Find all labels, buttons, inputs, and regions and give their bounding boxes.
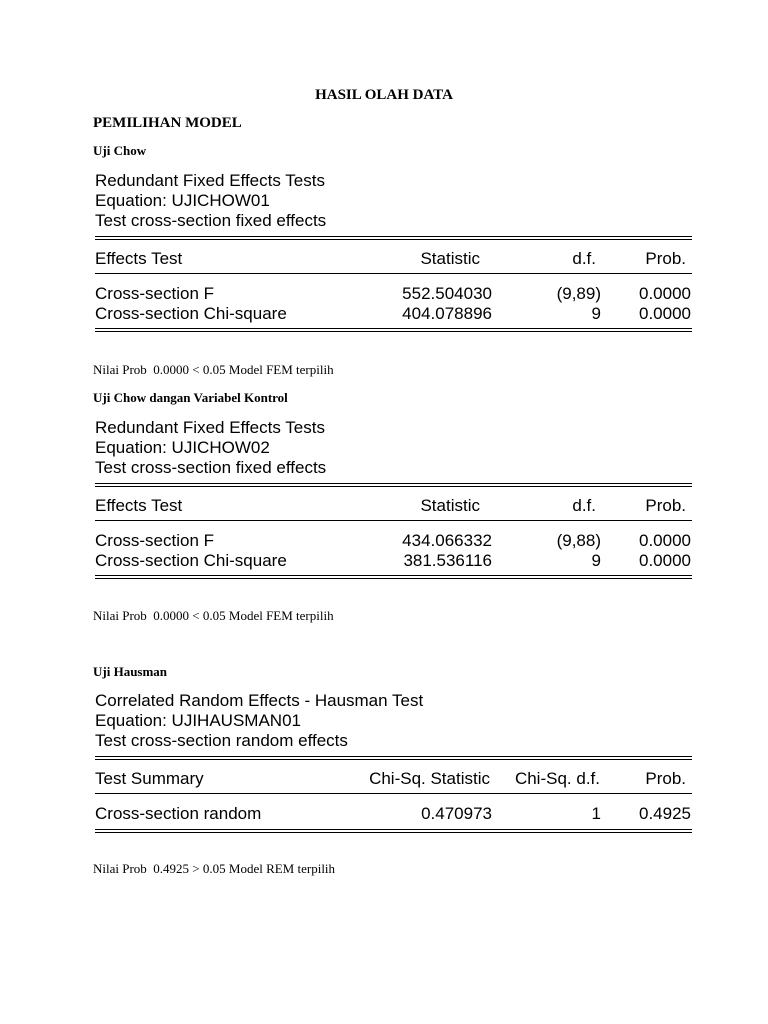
output-title: Redundant Fixed Effects Tests [95,418,325,437]
chi-sq-df-value: 1 [591,804,601,823]
statistic-value: 404.078896 [402,304,492,323]
output-test-description: Test cross-section fixed effects [95,211,327,230]
effects-test-name: Cross-section Chi-square [95,551,287,570]
single-rule [95,273,692,274]
double-rule [95,236,692,240]
prob-value: 0.0000 [639,284,691,303]
column-header: Effects Test [95,249,183,268]
effects-test-name: Cross-section F [95,284,215,303]
hausman-test-conclusion: Nilai Prob 0.4925 > 0.05 Model REM terpilih [93,861,336,876]
column-header: d.f. [572,249,596,268]
chow-test-output [95,171,692,332]
chi-sq-statistic-value: 0.470973 [421,804,492,823]
chow-control-test-output [95,418,692,579]
table-header-row [95,249,692,269]
chow-test-conclusion: Nilai Prob 0.0000 < 0.05 Model FEM terpilih [93,362,334,377]
test-summary-name: Cross-section random [95,804,262,823]
prob-value: 0.4925 [639,804,691,823]
column-header: Statistic [420,249,480,268]
column-header: Effects Test [95,496,183,515]
single-rule [95,793,692,794]
df-value: 9 [591,551,601,570]
chow-test-label: Uji Chow [93,143,147,158]
output-equation: Equation: UJICHOW01 [95,191,270,210]
column-header: Chi-Sq. Statistic [369,769,490,788]
column-header: Prob. [645,769,686,788]
single-rule [95,520,692,521]
section-heading-model-selection: PEMILIHAN MODEL [93,115,242,131]
effects-test-name: Cross-section F [95,531,215,550]
column-header: d.f. [572,496,596,515]
double-rule [95,829,692,833]
output-title: Redundant Fixed Effects Tests [95,171,325,190]
df-value: (9,88) [556,531,601,550]
prob-value: 0.0000 [639,531,691,550]
output-test-description: Test cross-section fixed effects [95,458,327,477]
prob-value: 0.0000 [639,304,691,323]
hausman-test-label: Uji Hausman [93,664,168,679]
double-rule [95,483,692,487]
df-value: 9 [591,304,601,323]
column-header: Chi-Sq. d.f. [514,769,600,788]
statistic-value: 381.536116 [403,551,492,570]
double-rule [95,756,692,760]
table-row [95,284,692,304]
table-row [95,304,692,324]
column-header: Test Summary [95,769,204,788]
df-value: (9,89) [556,284,601,303]
document-title: HASIL OLAH DATA [315,87,453,103]
output-equation: Equation: UJICHOW02 [95,438,270,457]
statistic-value: 552.504030 [402,284,492,303]
double-rule [95,575,692,579]
column-header: Prob. [645,249,686,268]
table-row [95,804,692,824]
table-header-row [95,769,692,789]
table-header-row [95,496,692,516]
effects-test-name: Cross-section Chi-square [95,304,287,323]
chow-control-test-label: Uji Chow dangan Variabel Kontrol [93,390,288,405]
statistic-value: 434.066332 [402,531,492,550]
chow-control-test-conclusion: Nilai Prob 0.0000 < 0.05 Model FEM terpilih [93,608,334,623]
double-rule [95,328,692,332]
column-header: Statistic [420,496,480,515]
output-title: Correlated Random Effects - Hausman Test [95,691,424,710]
table-row [95,551,692,571]
hausman-test-output [95,691,692,833]
prob-value: 0.0000 [639,551,691,570]
output-equation: Equation: UJIHAUSMAN01 [95,711,301,730]
table-row [95,531,692,551]
output-test-description: Test cross-section random effects [95,731,348,750]
column-header: Prob. [645,496,686,515]
